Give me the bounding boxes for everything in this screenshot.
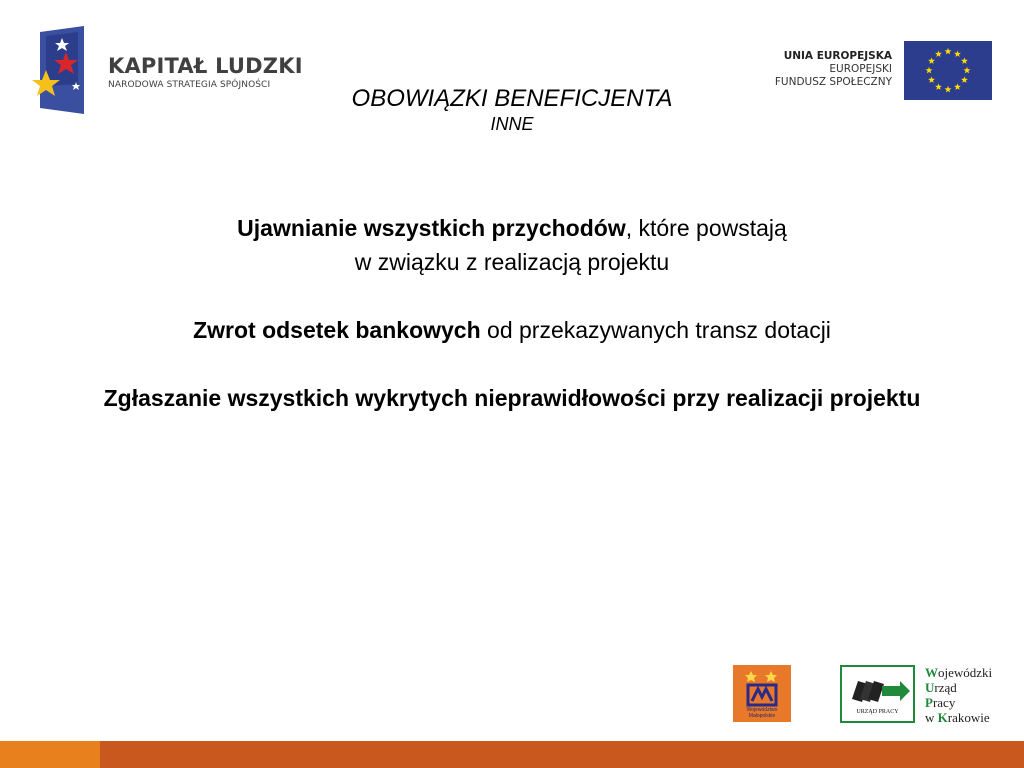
eu-star-icon: [926, 67, 933, 74]
eu-star-icon: [945, 48, 952, 55]
footer-band: [0, 741, 1024, 768]
wup-name-line-2: Urząd: [925, 680, 957, 695]
slide-heading: [0, 85, 1024, 135]
slide-content: [40, 211, 984, 415]
item-2-bold: Zwrot odsetek bankowych: [193, 317, 481, 343]
wup-name-line-1: Wojewódzki: [925, 665, 993, 680]
eu-line-1: UNIA EUROPEJSKA: [783, 50, 892, 62]
malopolska-caption: Województwo Małopolskie: [746, 707, 778, 719]
eu-star-icon: [961, 76, 968, 83]
item-2: [40, 313, 984, 347]
malopolska-logo: [733, 665, 791, 722]
item-3: [40, 381, 984, 415]
eu-star-icon: [928, 57, 935, 64]
item-1-bold: Ujawnianie wszystkich przychodów: [237, 215, 626, 241]
item-3-bold: Zgłaszanie wszystkich wykrytych nieprawidłowości przy realizacji projektu: [103, 385, 921, 411]
item-1-line2: w związku z realizacją projektu: [354, 249, 670, 275]
item-1-rest: , które powstają: [625, 215, 787, 241]
eu-line-3: FUNDUSZ SPOŁECZNY: [774, 76, 892, 88]
wup-krakow-logo: [840, 665, 995, 725]
wup-cards-arrow-icon: [842, 671, 913, 711]
wup-box-caption: URZĄD PRACY: [856, 709, 899, 715]
slide-subtitle: INNE: [490, 114, 534, 134]
eu-star-icon: [935, 50, 942, 57]
eu-star-icon: [954, 50, 961, 57]
eu-line-2: EUROPEJSKI: [829, 63, 892, 75]
wup-name: [925, 665, 992, 725]
wup-name-line-3: Pracy: [925, 695, 956, 710]
item-2-rest: od przekazywanych transz dotacji: [480, 317, 831, 343]
kapital-ludzki-subtitle: NARODOWA STRATEGIA SPÓJNOŚCI: [108, 80, 271, 90]
eu-star-icon: [964, 67, 971, 74]
slide-title: OBOWIĄZKI BENEFICJENTA: [351, 85, 673, 112]
eu-star-icon: [928, 76, 935, 83]
kapital-ludzki-title: KAPITAŁ LUDZKI: [108, 54, 303, 78]
eu-star-icon: [961, 57, 968, 64]
item-1: [40, 211, 984, 279]
footer-band-accent: [0, 741, 100, 768]
wup-emblem: [840, 665, 915, 723]
wup-name-line-4: w Krakowie: [925, 710, 990, 725]
